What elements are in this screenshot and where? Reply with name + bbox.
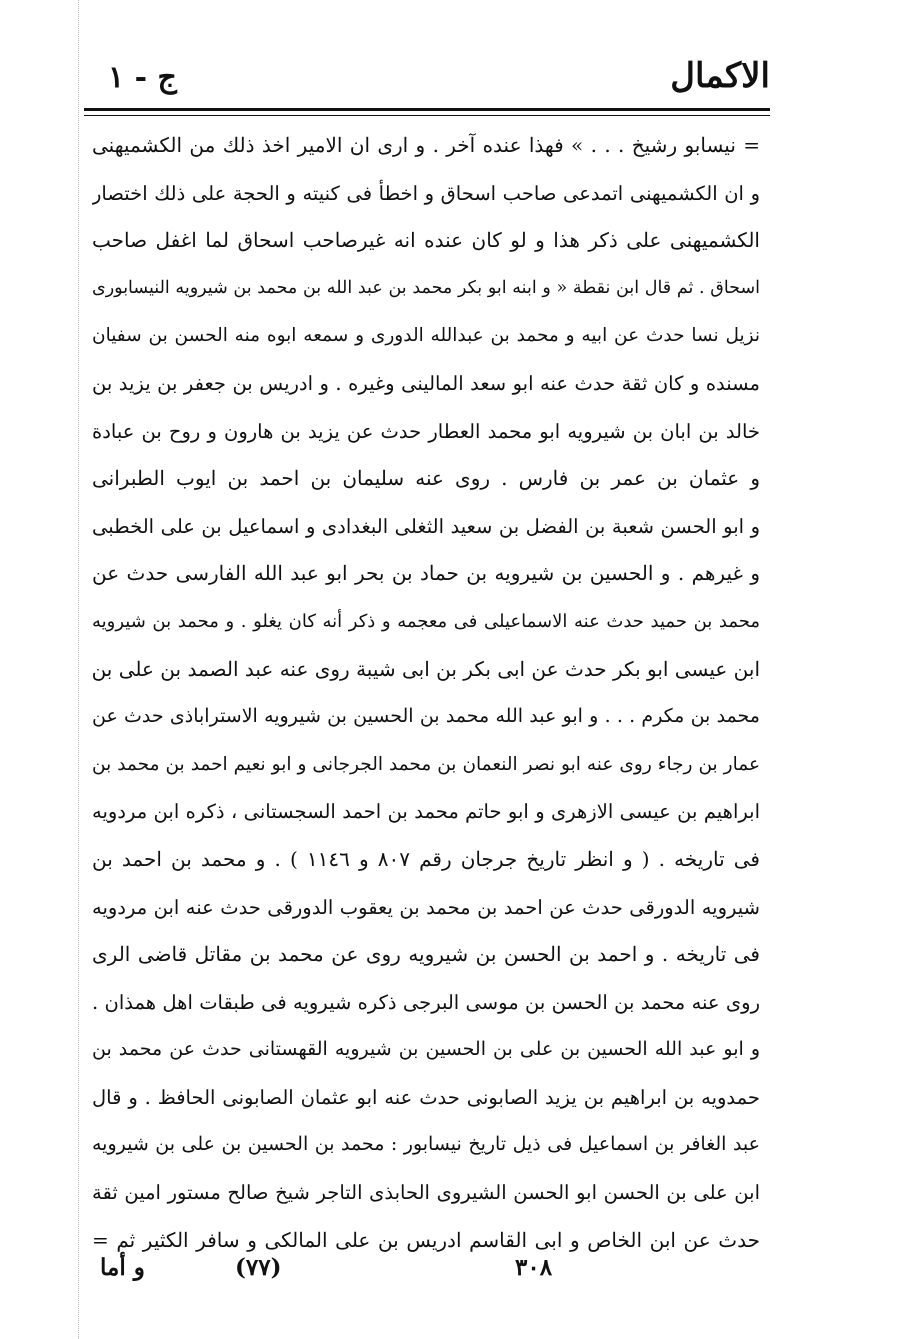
text-line: محمد بن حميد حدث عنه الاسماعيلى فى معجمه و ذكر أنه كان يغلو . و محمد بن شيرويه (92, 610, 760, 632)
text-line: حمدويه بن ابراهيم بن يزيد الصابونى حدث عنه ابو عثمان الصابونى الحافظ . و قال (92, 1085, 760, 1109)
text-line: فى تاريخه . ( و انظر تاريخ جرجان رقم ٨٠٧ و ١١٤٦ ) . و محمد بن احمد بن (92, 846, 760, 871)
text-line: عمار بن رجاء روى عنه ابو نصر النعمان بن محمد الجرجانى و ابو نعيم احمد بن محمد بن (92, 753, 760, 775)
text-line: اسحاق . ثم قال ابن نقطة « و ابنه ابو بكر محمد بن عبد الله بن محمد بن شيرويه النيسابورى (92, 277, 760, 298)
text-line: ابراهيم بن عيسى الازهرى و ابو حاتم محمد بن احمد السجستانى ، ذكره ابن مردويه (92, 800, 760, 824)
page-number: ٣٠٨ (515, 1254, 553, 1281)
header-rule-thin (84, 115, 770, 116)
text-line: فى تاريخه . و احمد بن الحسن بن شيرويه روى عن محمد بن مقاتل قاضى الرى (92, 942, 760, 967)
text-line: ابن على بن الحسن ابو الحسن الشيروى الحابذى التاجر شيخ صالح مستور امين ثقة (92, 1181, 760, 1205)
text-line: خالد بن ابان بن شيرويه ابو محمد العطار حدث عن يزيد بن هارون و روح بن عبادة (92, 419, 760, 443)
text-line: مسنده و كان ثقة حدث عنه ابو سعد المالينى وغيره . و ادريس بن جعفر بن يزيد بن (92, 371, 760, 395)
text-line: شيرويه الدورقى حدث عن احمد بن محمد بن يعقوب الدورقى حدث عنه ابن مردويه (92, 895, 760, 919)
catchword: و أما (100, 1254, 145, 1281)
text-line: و غيرهم . و الحسين بن شيرويه بن حماد بن بحر ابو عبد الله الفارسى حدث عن (92, 561, 760, 586)
text-line: ابن عيسى ابو بكر حدث عن ابى بكر بن ابى شيبة روى عنه عبد الصمد بن على بن (92, 656, 760, 681)
book-title: الاكمال (670, 56, 770, 96)
text-line: و ابو الحسن شعبة بن الفضل بن سعيد الثغلى البغدادى و اسماعيل بن على الخطبى (92, 514, 760, 538)
page-header (108, 52, 770, 102)
text-line: = نيسابو رشيخ . . . » فهذا عنده آخر . و ارى ان الامير اخذ ذلك من الكشميهنى (92, 133, 760, 157)
text-line: نزيل نسا حدث عن ابيه و محمد بن عبدالله الدورى و سمعه ابوه منه الحسن بن سفيان (92, 325, 760, 347)
body-text (92, 122, 760, 1264)
page-footer (100, 1250, 760, 1290)
volume-number: ج - ١ (108, 60, 177, 95)
text-line: و ابو عبد الله الحسين بن على بن الحسين بن شيرويه القهستانى حدث عن محمد بن (92, 1038, 760, 1061)
text-line: عبد الغافر بن اسماعيل فى ذيل تاريخ نيسابور : محمد بن الحسين بن على بن شيرويه (92, 1133, 760, 1156)
text-line: و ان الكشميهنى اتمدعى صاحب اسحاق و اخطأ فى كنيته و الحجة على ذلك اختصار (92, 181, 760, 205)
text-line: محمد بن مكرم . . . و ابو عبد الله محمد بن الحسين بن شيرويه الاستراباذى حدث عن (92, 705, 760, 728)
text-line: و عثمان بن عمر بن فارس . روى عنه سليمان بن احمد بن ايوب الطبرانى (92, 466, 760, 491)
margin-dotted-line (78, 0, 79, 1339)
text-line: حدث عن ابن الخاص و ابى القاسم ادريس بن على المالكى و سافر الكثير ثم = (92, 1227, 760, 1252)
text-line: الكشميهنى على ذكر هذا و لو كان عنده انه غيرصاحب اسحاق لما اغفل صاحب (92, 228, 760, 253)
entry-number: (٧٧) (235, 1254, 282, 1281)
header-rule-thick (84, 108, 770, 111)
text-line: روى عنه محمد بن الحسن بن موسى البرجى ذكره شيرويه فى طبقات اهل همذان . (92, 990, 760, 1014)
